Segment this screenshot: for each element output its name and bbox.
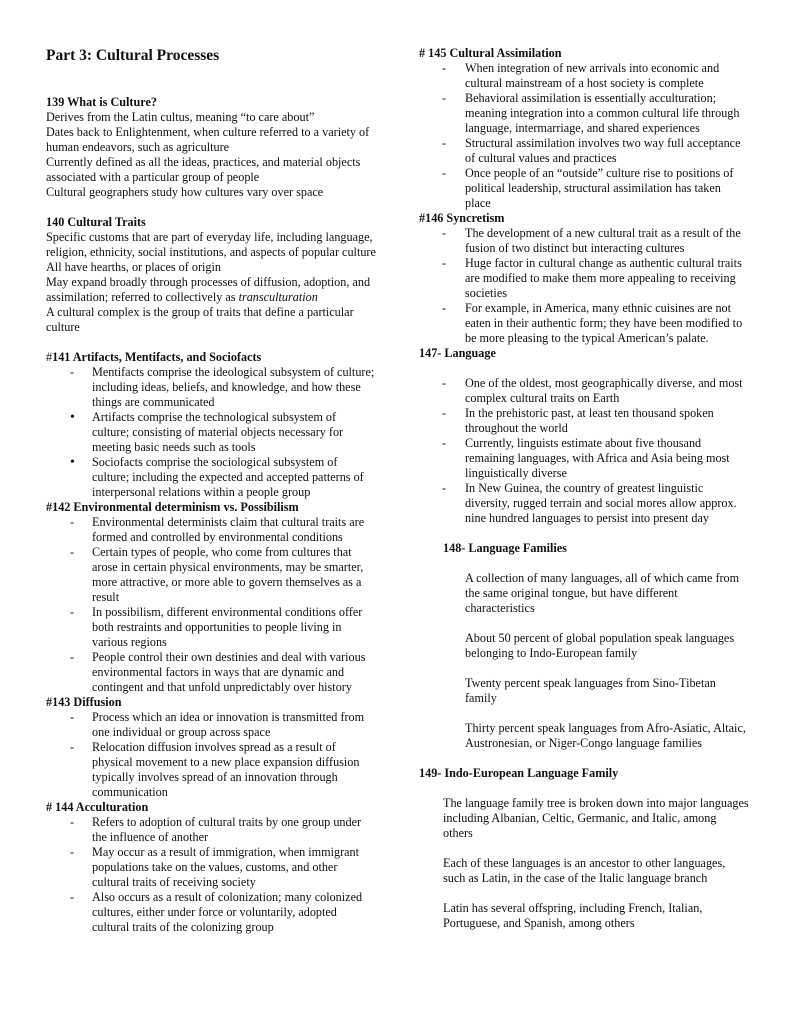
s145-item-4: - Once people of an “outside” culture rise to positions of political leadership, structural assimilation has taken place (419, 166, 749, 211)
heading-141-text: 141 Artifacts, Mentifacts, and Sociofacts (52, 350, 262, 364)
s141-bullet-2: • Sociofacts comprise the sociological subsystem of culture; including the expected and accepted patterns of interpersonal relations within a people group (46, 455, 376, 500)
page-title: Part 3: Cultural Processes (46, 47, 220, 64)
heading-142: #142 Environmental determinism vs. Possibilism (46, 500, 299, 514)
s145-item-1: - When integration of new arrivals into economic and cultural mainstream of a host society is complete (419, 61, 749, 91)
s147-item-1: - One of the oldest, most geographically diverse, and most complex cultural traits on Earth (419, 376, 749, 406)
heading-145: # 145 Cultural Assimilation (419, 46, 562, 60)
heading-141-hash: # (46, 350, 53, 364)
s142-item-2: - Certain types of people, who come from cultures that arose in certain physical environments, may be smarter, more attractive, or more able to govern themselves as a result (46, 545, 376, 605)
s139-line-2: Dates back to Enlightenment, when culture referred to a variety of human endeavors, such as agriculture (46, 125, 370, 154)
s140-transculturation: transculturation (238, 290, 318, 304)
heading-149: 149- Indo-European Language Family (419, 766, 619, 780)
s145-item-3: - Structural assimilation involves two way full acceptance of cultural values and practices (419, 136, 749, 166)
s143-item-2: - Relocation diffusion involves spread as a result of physical movement to a new place expansion diffusion typically involves spread of an innovation through communication (46, 740, 376, 800)
s140-line-2: All have hearths, or places of origin (46, 260, 221, 274)
s142-list (46, 515, 376, 695)
s148-para-1: A collection of many languages, all of which came from the same original tongue, but have different characteristics (465, 571, 740, 615)
s144-list (46, 815, 376, 935)
s145-item-2: - Behavioral assimilation is essentially acculturation; meaning integration into a common cultural life through language, intermarriage, and shared experiences (419, 91, 749, 136)
s139-line-4: Cultural geographers study how cultures vary over space (46, 185, 324, 199)
s146-item-2: - Huge factor in cultural change as authentic cultural traits are modified to make them more appealing to receiving societies (419, 256, 749, 301)
s140-diffusion (46, 275, 376, 305)
s143-item-1: - Process which an idea or innovation is transmitted from one individual or group across space (46, 710, 376, 740)
s140-diffusion-text: May expand broadly through processes of diffusion, adoption, and assimilation; referred to collectively as (46, 275, 371, 304)
s146-item-1: - The development of a new cultural trait as a result of the fusion of two distinct but interacting cultures (419, 226, 749, 256)
s140-line-1: Specific customs that are part of everyday life, including language, religion, ethnicity, social institutions, and aspects of popular culture (46, 230, 376, 259)
s142-item-3: - In possibilism, different environmental conditions offer both restraints and opportunities to people living in various regions (46, 605, 376, 650)
s140-complex: A cultural complex is the group of traits that define a particular culture (46, 305, 354, 334)
s147-item-3: - Currently, linguists estimate about five thousand remaining languages, with Africa and Asia being most linguistically diverse (419, 436, 749, 481)
s148-para-4: Thirty percent speak languages from Afro-Asiatic, Altaic, Austronesian, or Niger-Congo language families (465, 721, 746, 750)
heading-147: 147- Language (419, 346, 496, 360)
s144-item-1: - Refers to adoption of cultural traits by one group under the influence of another (46, 815, 376, 845)
s142-item-1: - Environmental determinists claim that cultural traits are formed and controlled by environmental conditions (46, 515, 376, 545)
heading-140: 140 Cultural Traits (46, 215, 146, 229)
s147-list (419, 376, 749, 526)
heading-146: #146 Syncretism (419, 211, 505, 225)
s141-list (46, 365, 376, 410)
s142-item-4: - People control their own destinies and deal with various environmental factors in ways that are dynamic and contingent and that unfold unpredictably over history (46, 650, 376, 695)
s149-para-1: The language family tree is broken down into major languages including Albanian, Celtic, Germanic, and Italic, among others (443, 796, 749, 840)
heading-143: #143 Diffusion (46, 695, 122, 709)
heading-141 (46, 350, 376, 365)
s141-item-1: - Mentifacts comprise the ideological subsystem of culture; including ideas, beliefs, and knowledge, and how these things are communicated (46, 365, 376, 410)
s143-list (46, 710, 376, 800)
s146-list (419, 226, 749, 346)
s148-para-2: About 50 percent of global population speak languages belonging to Indo-European family (465, 631, 735, 660)
heading-144: # 144 Acculturation (46, 800, 149, 814)
heading-148: 148- Language Families (443, 541, 567, 555)
s139-line-3: Currently defined as all the ideas, practices, and material objects associated with a particular group of people (46, 155, 361, 184)
left-column (46, 47, 376, 935)
s148-para-3: Twenty percent speak languages from Sino-Tibetan family (465, 676, 716, 705)
s144-item-2: - May occur as a result of immigration, when immigrant populations take on the values, customs, and other cultural traits of receiving society (46, 845, 376, 890)
s149-para-2: Each of these languages is an ancestor to other languages, such as Latin, in the case of the Italic language branch (443, 856, 726, 885)
s149-para-3: Latin has several offspring, including French, Italian, Portuguese, and Spanish, among others (443, 901, 703, 930)
s147-item-2: - In the prehistoric past, at least ten thousand spoken throughout the world (419, 406, 749, 436)
s141-bullet-1: • Artifacts comprise the technological subsystem of culture; consisting of material objects necessary for meeting basic needs such as tools (46, 410, 376, 455)
s146-item-3: - For example, in America, many ethnic cuisines are not eaten in their authentic form; they have been modified to be more pleasing to the typical American’s palate. (419, 301, 749, 346)
s147-item-4: - In New Guinea, the country of greatest linguistic diversity, rugged terrain and social mores allow approx. nine hundred languages to persist into present day (419, 481, 749, 526)
heading-139: 139 What is Culture? (46, 95, 157, 109)
s139-line-1: Derives from the Latin cultus, meaning “to care about” (46, 110, 315, 124)
s144-item-3: - Also occurs as a result of colonization; many colonized cultures, either under force or voluntarily, adopted cultural traits of the colonizing group (46, 890, 376, 935)
right-column (419, 46, 749, 931)
s145-list (419, 61, 749, 211)
